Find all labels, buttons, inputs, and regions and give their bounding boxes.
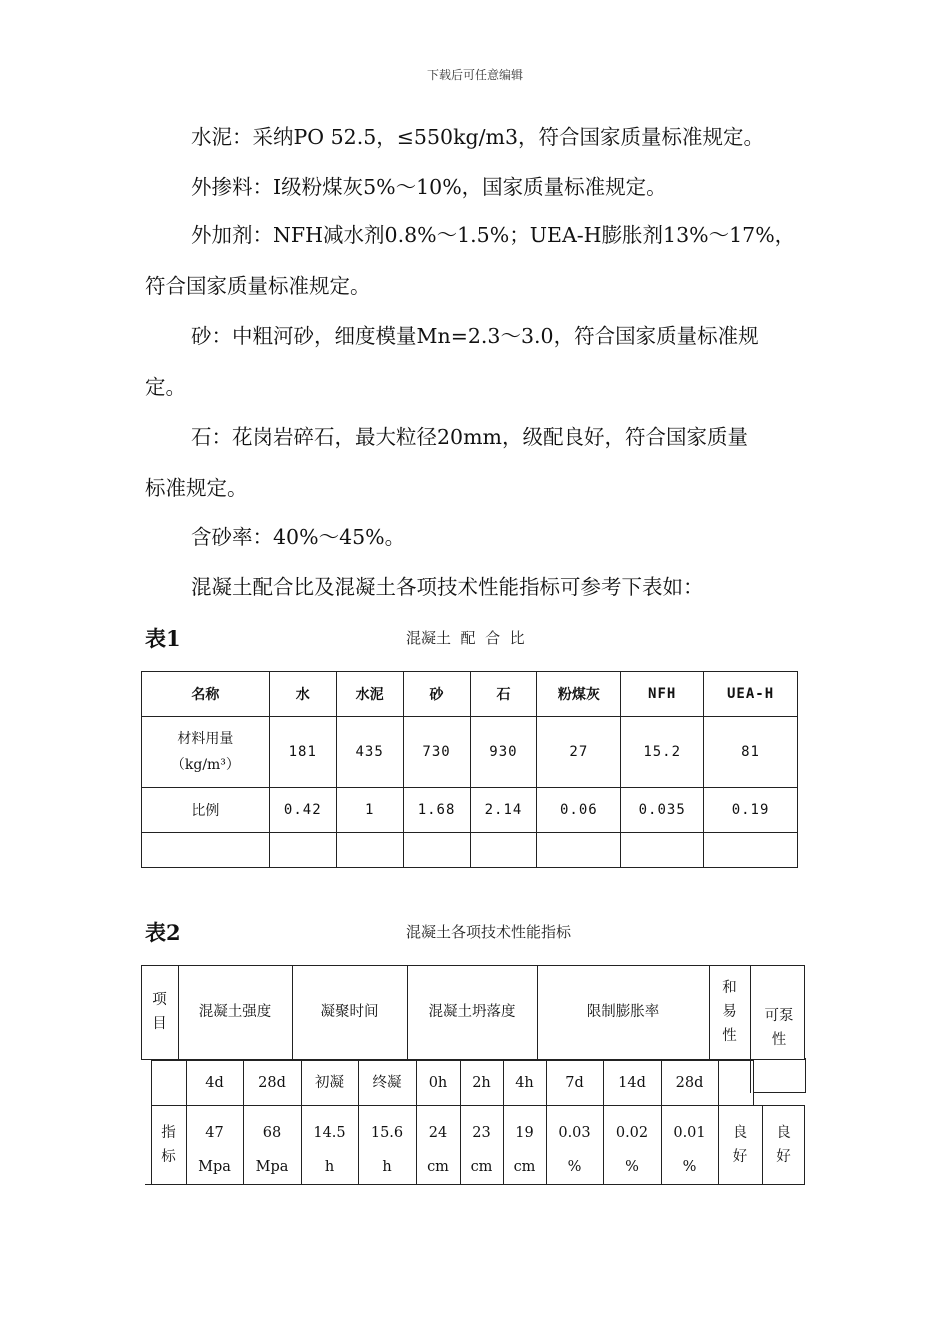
- paragraph-additive: 外加剂：NFH减水剂0.8%～1.5%；UEA-H膨胀剂13%～17%，: [191, 223, 796, 247]
- ratio-cement: 1: [336, 788, 403, 833]
- usage-water: 181: [269, 717, 336, 788]
- table2-caption: 混凝土各项技术性能指标: [406, 923, 572, 941]
- ratio-stone: 2.14: [470, 788, 537, 833]
- grid-line: [145, 1184, 153, 1185]
- t2-val-slump-4h: 19 cm: [513, 1125, 536, 1175]
- ratio-nfh: 0.035: [621, 788, 704, 833]
- usage-sand: 730: [403, 717, 470, 788]
- header-nfh: NFH: [621, 672, 704, 717]
- paragraph-sand-cont: 定。: [145, 375, 186, 399]
- empty-cell: [336, 833, 403, 868]
- page-header: 下载后可任意编辑: [426, 68, 523, 82]
- t2-val-slump-0h: 24 cm: [427, 1125, 449, 1175]
- paragraph-admixture-material: 外掺料：Ⅰ级粉煤灰5%～10%，国家质量标准规定。: [191, 175, 667, 199]
- usage-cement: 435: [336, 717, 403, 788]
- t2-sub-28d: 28d: [258, 1075, 286, 1091]
- t2-sub-4h: 4h: [515, 1075, 534, 1091]
- table-header-row: [142, 672, 798, 717]
- header-name: 名称: [142, 672, 270, 717]
- t2-setting-header: 凝聚时间: [320, 1004, 379, 1020]
- paragraph-table-intro: 混凝土配合比及混凝土各项技术性能指标可参考下表如：: [191, 575, 704, 599]
- t2-slump-header: 混凝土坍落度: [428, 1004, 516, 1020]
- t2-sub-2h: 2h: [472, 1075, 491, 1091]
- table1-caption: 混凝土 配 合 比: [406, 629, 525, 647]
- t2-index-label: 指 标: [161, 1125, 176, 1165]
- grid-line: [805, 1058, 806, 1093]
- table1-label: 表1: [145, 626, 181, 651]
- t2-sub-4d: 4d: [205, 1075, 224, 1091]
- t2-val-initial-set: 14.5 h: [313, 1125, 346, 1175]
- paragraph-stone: 石：花岗岩碎石，最大粒径20mm，级配良好，符合国家质量: [191, 425, 748, 449]
- paragraph-cement: 水泥：采纳PO 52.5，≤550kg/m3，符合国家质量标准规定。: [191, 125, 764, 149]
- t2-expansion-header: 限制膨胀率: [586, 1004, 660, 1020]
- t2-sub-14d: 14d: [618, 1075, 646, 1091]
- header-water: 水: [269, 672, 336, 717]
- t2-val-final-set: 15.6 h: [370, 1125, 404, 1175]
- header-sand: 砂: [403, 672, 470, 717]
- table-row-empty: [142, 833, 798, 868]
- mix-proportion-table: [141, 671, 798, 868]
- header-fly-ash: 粉煤灰: [537, 672, 621, 717]
- t2-sub-28d-expansion: 28d: [675, 1075, 704, 1091]
- paragraph-sand: 砂：中粗河砂，细度模量Mn=2.3～3.0，符合国家质量标准规: [191, 324, 759, 348]
- paragraph-additive-cont: 符合国家质量标准规定。: [145, 274, 371, 298]
- t2-sub-7d: 7d: [565, 1075, 584, 1091]
- table-row: [142, 717, 798, 788]
- empty-cell: [621, 833, 704, 868]
- usage-label-line2: （kg/m³）: [170, 757, 240, 773]
- ratio-water: 0.42: [269, 788, 336, 833]
- ratio-sand: 1.68: [403, 788, 470, 833]
- t2-sub-initial-set: 初凝: [315, 1075, 344, 1091]
- usage-nfh: 15.2: [621, 717, 704, 788]
- usage-uea-h: 81: [704, 717, 798, 788]
- usage-fly-ash: 27: [537, 717, 621, 788]
- ratio-fly-ash: 0.06: [537, 788, 621, 833]
- usage-label-line1: 材料用量: [177, 731, 234, 747]
- empty-cell: [269, 833, 336, 868]
- header-cement: 水泥: [336, 672, 403, 717]
- empty-cell: [403, 833, 470, 868]
- table-row: [142, 788, 798, 833]
- ratio-uea-h: 0.19: [704, 788, 798, 833]
- t2-val-expansion-28d: 0.01 %: [673, 1125, 706, 1175]
- t2-val-expansion-14d: 0.02 %: [615, 1125, 649, 1175]
- table2-label: 表2: [145, 920, 181, 945]
- empty-cell: [470, 833, 537, 868]
- usage-stone: 930: [470, 717, 537, 788]
- header-stone: 石: [470, 672, 537, 717]
- t2-val-strength-28d: 68 Mpa: [255, 1125, 289, 1175]
- paragraph-stone-cont: 标准规定。: [145, 476, 248, 500]
- paragraph-sand-ratio: 含砂率：40%～45%。: [191, 525, 406, 549]
- t2-val-expansion-7d: 0.03 %: [558, 1125, 591, 1175]
- grid-line: [754, 1092, 806, 1093]
- t2-pumpability-header: 可泵 性: [764, 1008, 794, 1048]
- ratio-label: 比例: [142, 788, 270, 833]
- empty-cell: [537, 833, 621, 868]
- empty-cell: [142, 833, 270, 868]
- t2-val-pumpability: 良 好: [776, 1125, 791, 1165]
- t2-sub-0h: 0h: [428, 1075, 448, 1091]
- header-uea-h: UEA-H: [704, 672, 798, 717]
- t2-item-header: 项 目: [152, 992, 167, 1032]
- t2-val-strength-4d: 47 Mpa: [198, 1125, 231, 1175]
- empty-cell: [704, 833, 798, 868]
- t2-strength-header: 混凝土强度: [198, 1004, 272, 1020]
- t2-val-workability: 良 好: [732, 1125, 748, 1165]
- t2-val-slump-2h: 23 cm: [470, 1125, 493, 1175]
- t2-sub-final-set: 终凝: [372, 1075, 402, 1091]
- usage-label: [142, 717, 270, 788]
- t2-workability-header: 和 易 性: [722, 980, 737, 1044]
